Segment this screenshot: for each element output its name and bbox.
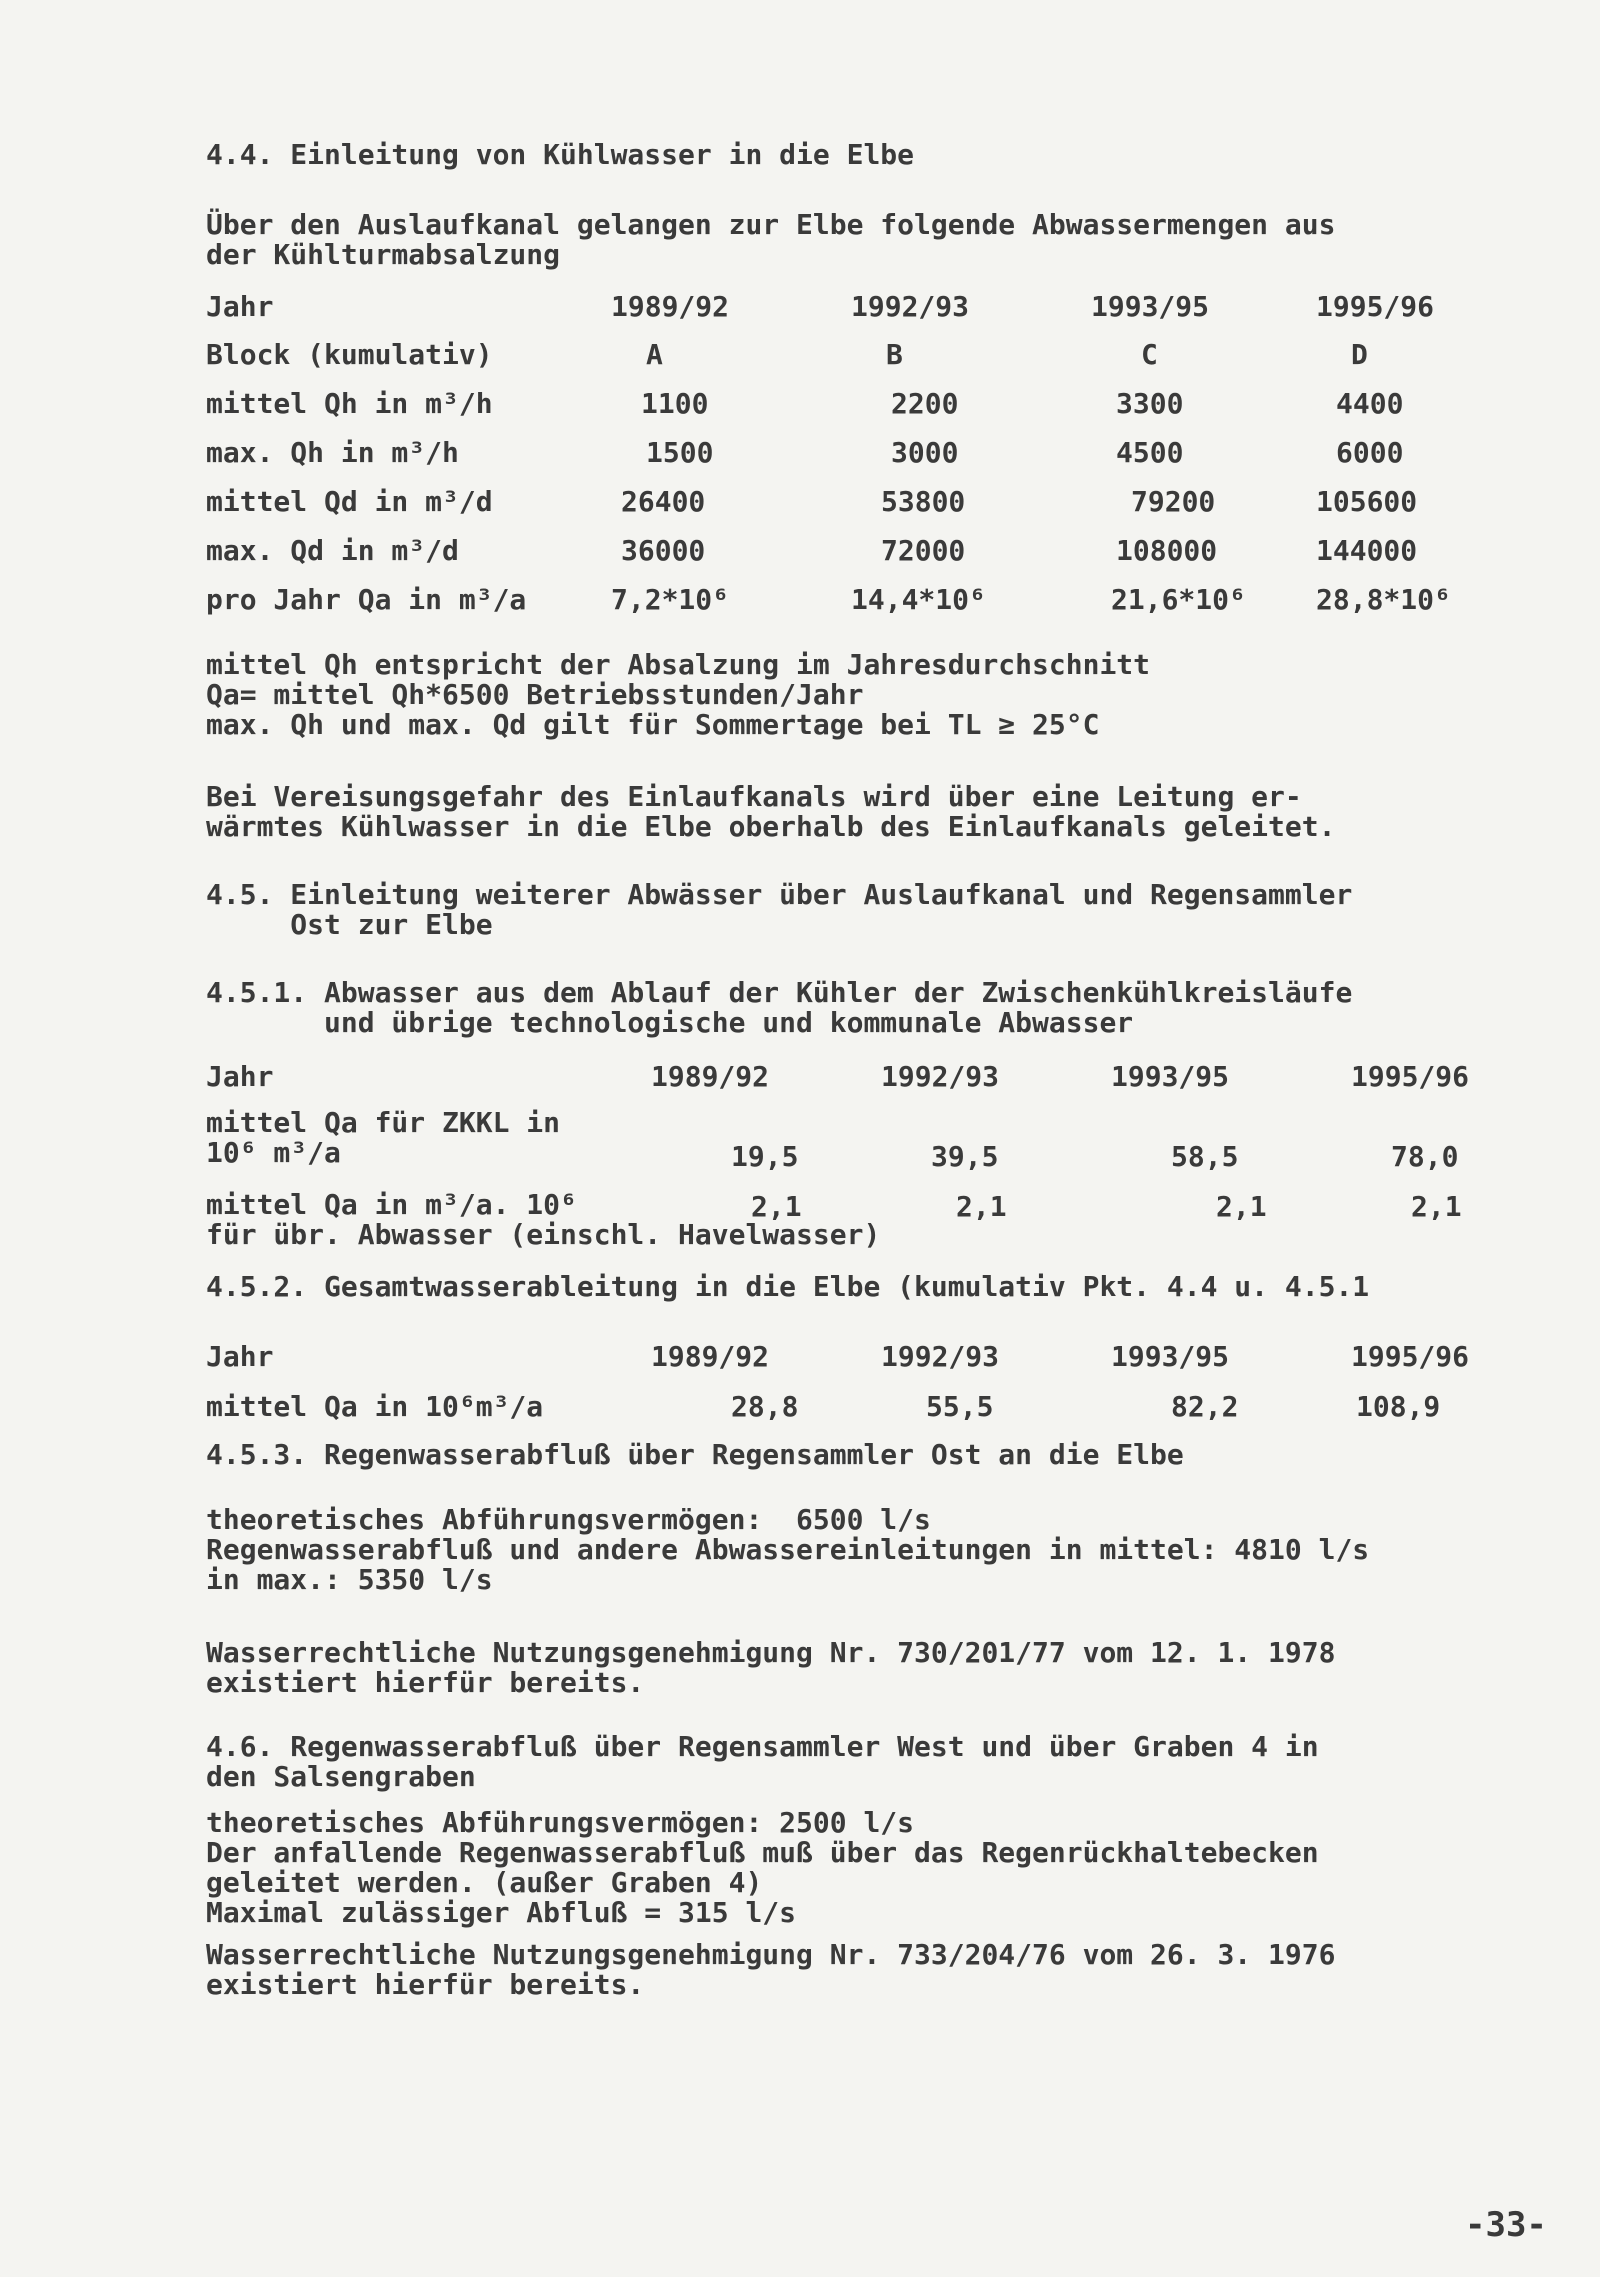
table2-row2-label: mittel Qa in m³/a. 10⁶ für übr. Abwasser (einschl. Havelwasser)	[206, 1188, 881, 1251]
table1-cell: 1100	[641, 387, 709, 420]
table3-header-cell: 1992/93	[881, 1340, 1000, 1373]
table1-row	[206, 485, 1586, 525]
table1-cell: D	[1351, 338, 1368, 371]
section-4-5-title: 4.5. Einleitung weiterer Abwässer über Auslaufkanal und Regensammler Ost zur Elbe	[206, 878, 1353, 941]
table3-row-label: mittel Qa in 10⁶m³/a	[206, 1390, 544, 1423]
table1-row	[206, 534, 1586, 574]
table1-row	[206, 338, 1586, 378]
table3-cell: 28,8	[731, 1390, 799, 1423]
table1-row-label: max. Qd in m³/d	[206, 534, 459, 567]
paragraph-wasserrecht-2: Wasserrechtliche Nutzungsgenehmigung Nr. 733/204/76 vom 26. 3. 1976 existiert hierfür bereits.	[206, 1938, 1336, 2001]
table1-row	[206, 436, 1586, 476]
table1-cell: 2200	[891, 387, 959, 420]
table3-value-row	[206, 1390, 1586, 1430]
table1-row-label: Jahr	[206, 290, 274, 323]
table1-cell: 108000	[1116, 534, 1218, 567]
page-number: -33-	[1465, 2205, 1547, 2245]
table1-cell: 79200	[1131, 485, 1216, 518]
table1-cell: 53800	[881, 485, 966, 518]
table2-header-cell: 1995/96	[1351, 1060, 1470, 1093]
table3-cell: 108,9	[1356, 1390, 1441, 1423]
table2-cell: 78,0	[1391, 1140, 1459, 1173]
table3-header-cell: 1995/96	[1351, 1340, 1470, 1373]
table1-cell: 26400	[621, 485, 706, 518]
table1-cell: 1992/93	[851, 290, 970, 323]
table1-cell: 28,8*10⁶	[1316, 583, 1451, 616]
table2-header-row	[206, 1060, 1586, 1100]
table1-cell: 1500	[646, 436, 714, 469]
table3-cell: 55,5	[926, 1390, 994, 1423]
table1-cell: 144000	[1316, 534, 1418, 567]
table1-cell: 1989/92	[611, 290, 730, 323]
table1-row-label: mittel Qd in m³/d	[206, 485, 493, 518]
section-4-4-title: 4.4. Einleitung von Kühlwasser in die Elbe	[206, 138, 915, 171]
table1-cell: 1993/95	[1091, 290, 1210, 323]
table1-cell: 1995/96	[1316, 290, 1435, 323]
table1-row-label: mittel Qh in m³/h	[206, 387, 493, 420]
table1-row-label: pro Jahr Qa in m³/a	[206, 583, 527, 616]
table2-cell: 39,5	[931, 1140, 999, 1173]
section-4-5-3-title: 4.5.3. Regenwasserabfluß über Regensammler Ost an die Elbe	[206, 1438, 1184, 1471]
table2-cell: 2,1	[751, 1190, 802, 1223]
table1-cell: 4400	[1336, 387, 1404, 420]
table1-row-label: max. Qh in m³/h	[206, 436, 459, 469]
table2-header-cell: 1992/93	[881, 1060, 1000, 1093]
table1-cell: 21,6*10⁶	[1111, 583, 1246, 616]
table2-cell: 2,1	[1411, 1190, 1462, 1223]
table2-cell: 2,1	[1216, 1190, 1267, 1223]
table2-header-cell: 1993/95	[1111, 1060, 1230, 1093]
table1-cell: 7,2*10⁶	[611, 583, 730, 616]
table2-row1-label: mittel Qa für ZKKL in 10⁶ m³/a	[206, 1106, 561, 1169]
table3-header-cell: 1989/92	[651, 1340, 770, 1373]
table1-notes: mittel Qh entspricht der Absalzung im Jahresdurchschnitt Qa= mittel Qh*6500 Betriebsstunden/Jahr max. Qh und max. Qd gilt für Sommertage bei TL ≥ 25°C	[206, 648, 1151, 741]
table3-header-row	[206, 1340, 1586, 1380]
table1-cell: 3300	[1116, 387, 1184, 420]
table2-cell: 19,5	[731, 1140, 799, 1173]
table1-row	[206, 583, 1586, 623]
section-4-4-intro: Über den Auslaufkanal gelangen zur Elbe folgende Abwassermengen aus der Kühlturmabsalzung	[206, 208, 1336, 271]
table1-cell: 14,4*10⁶	[851, 583, 986, 616]
table1-row-label: Block (kumulativ)	[206, 338, 493, 371]
table3-cell: 82,2	[1171, 1390, 1239, 1423]
table3-header-label: Jahr	[206, 1340, 274, 1373]
table1-cell: 72000	[881, 534, 966, 567]
section-4-5-1-title: 4.5.1. Abwasser aus dem Ablauf der Kühler der Zwischenkühlkreisläufe und übrige technologische und kommunale Abwasser	[206, 976, 1353, 1039]
table1-cell: 6000	[1336, 436, 1404, 469]
table1-row	[206, 387, 1586, 427]
paragraph-vereisung: Bei Vereisungsgefahr des Einlaufkanals wird über eine Leitung er- wärmtes Kühlwasser in die Elbe oberhalb des Einlaufkanals geleitet.	[206, 780, 1336, 843]
table1-cell: C	[1141, 338, 1158, 371]
table2-cell: 58,5	[1171, 1140, 1239, 1173]
section-4-6-title: 4.6. Regenwasserabfluß über Regensammler West und über Graben 4 in den Salsengraben	[206, 1730, 1319, 1793]
table1-cell: 105600	[1316, 485, 1418, 518]
paragraph-4-6: theoretisches Abführungsvermögen: 2500 l/s Der anfallende Regenwasserabfluß muß über das Regenrückhaltebecken geleitet werden. (außer Graben 4) Maximal zulässiger Abfluß = 315 l/s	[206, 1806, 1319, 1929]
table2-header-label: Jahr	[206, 1060, 274, 1093]
table1-row	[206, 290, 1586, 330]
table3-header-cell: 1993/95	[1111, 1340, 1230, 1373]
paragraph-4-5-3: theoretisches Abführungsvermögen: 6500 l/s Regenwasserabfluß und andere Abwassereinleitungen in mittel: 4810 l/s in max.: 5350 l/s	[206, 1503, 1370, 1596]
paragraph-wasserrecht-1: Wasserrechtliche Nutzungsgenehmigung Nr. 730/201/77 vom 12. 1. 1978 existiert hierfür bereits.	[206, 1636, 1336, 1699]
table2-cell: 2,1	[956, 1190, 1007, 1223]
table1-cell: 4500	[1116, 436, 1184, 469]
table1-cell: A	[646, 338, 663, 371]
table2-row2-values	[206, 1190, 1586, 1230]
table1-cell: B	[886, 338, 903, 371]
section-4-5-2-title: 4.5.2. Gesamtwasserableitung in die Elbe (kumulativ Pkt. 4.4 u. 4.5.1	[206, 1272, 1370, 1302]
table1-cell: 3000	[891, 436, 959, 469]
table1-cell: 36000	[621, 534, 706, 567]
table2-row1-values	[206, 1140, 1586, 1180]
table2-header-cell: 1989/92	[651, 1060, 770, 1093]
